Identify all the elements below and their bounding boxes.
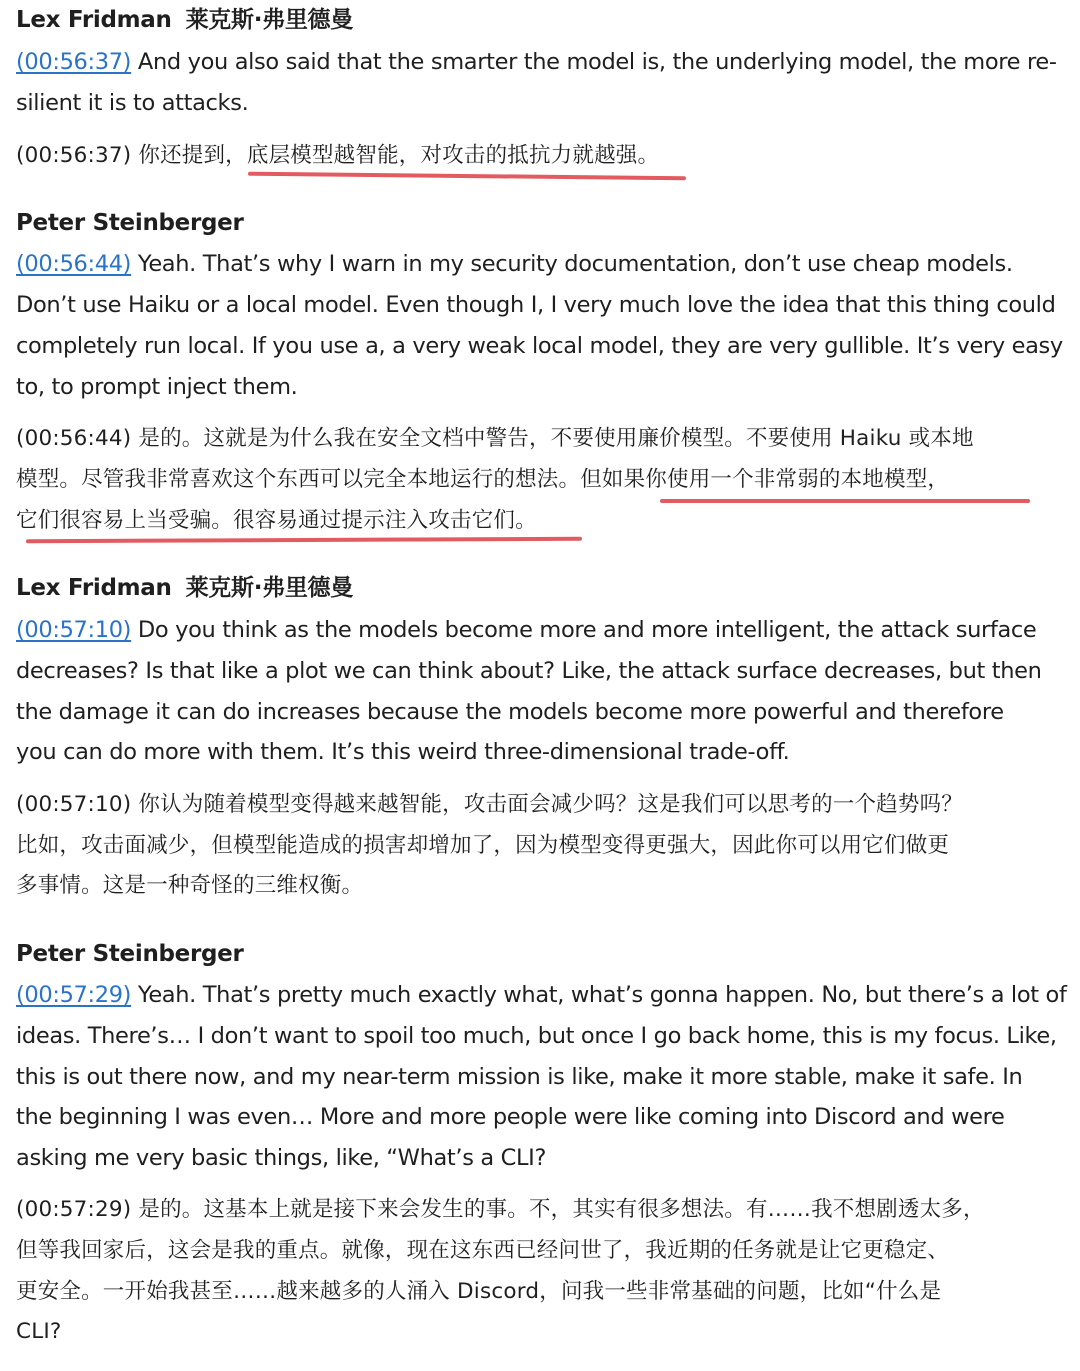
speaker-name-cn: 莱克斯·弗里德曼 [185, 575, 353, 601]
speaker-name-en: Peter Steinberger [16, 941, 244, 967]
speaker-name [16, 209, 244, 237]
transcript-line-en: decreases? Is that like a plot we can think about? Like, the attack surface decreases, but then [16, 658, 1042, 684]
translation-line-zh: (00:57:29) 是的。这基本上就是接下来会发生的事。不，其实有很多想法。有……我不想剧透太多， [16, 1197, 985, 1222]
speaker-name [16, 940, 244, 968]
translation-line-zh: 但等我回家后，这会是我的重点。就像，现在这东西已经问世了，我近期的任务就是让它更稳定、 [16, 1238, 950, 1263]
timestamp-link[interactable]: (00:57:29) [16, 982, 132, 1008]
transcript-line-en: the beginning I was even… More and more people were like coming into Discord and were [16, 1104, 1005, 1130]
transcript-line-en: asking me very basic things, like, “What’s a CLI? [16, 1145, 547, 1171]
transcript-line-en: the damage it can do increases because the models become more powerful and therefore [16, 699, 1004, 725]
transcript-line-en: (00:57:10) Do you think as the models become more and more intelligent, the attack surface [16, 617, 1037, 643]
translation-line-zh: (00:56:44) 是的。这就是为什么我在安全文档中警告，不要使用廉价模型。不要使用 Haiku 或本地 [16, 426, 974, 451]
transcript-line-en: (00:56:44) Yeah. That’s why I warn in my security documentation, don’t use cheap models. [16, 251, 1013, 277]
transcript-line-en: silient it is to attacks. [16, 90, 249, 116]
red-underline-highlight [660, 499, 1030, 503]
highlighted-text: 它们很容易上当受骗。很容易通过提示注入攻击它们。 [16, 508, 537, 533]
speaker-name-cn: 莱克斯·弗里德曼 [185, 7, 353, 33]
timestamp-link[interactable]: (00:56:37) [16, 49, 132, 75]
transcript-line-en: to, to prompt inject them. [16, 374, 298, 400]
speaker-name-en: Lex Fridman [16, 7, 172, 33]
transcript-line-en: completely run local. If you use a, a very weak local model, they are very gullible. It’s very easy [16, 333, 1063, 359]
timestamp-link[interactable]: (00:57:10) [16, 617, 132, 643]
timestamp-link[interactable]: (00:56:44) [16, 251, 132, 277]
translation-line-zh: (00:57:10) 你认为随着模型变得越来越智能，攻击面会减少吗？这是我们可以思考的一个趋势吗？ [16, 792, 963, 817]
translation-line-zh: 比如，攻击面减少，但模型能造成的损害却增加了，因为模型变得更强大，因此你可以用它们做更 [16, 833, 950, 858]
highlighted-text: 底层模型越智能，对攻击的抵抗力就越强 [246, 143, 638, 168]
translation-line-zh: 更安全。一开始我甚至……越来越多的人涌入 Discord，问我一些非常基础的问题，比如“什么是 [16, 1279, 942, 1304]
translation-line-zh: 模型。尽管我非常喜欢这个东西可以完全本地运行的想法。但如果你使用一个非常弱的本地模型， [16, 467, 950, 492]
speaker-name-en: Lex Fridman [16, 575, 172, 601]
highlighted-text: 如果你使用一个非常弱的本地模型， [601, 467, 950, 492]
transcript-line-en: (00:57:29) Yeah. That’s pretty much exactly what, what’s gonna happen. No, but there’s a lot of [16, 982, 1067, 1008]
speaker-name [16, 6, 353, 34]
transcript-line-en: this is out there now, and my near-term mission is like, make it more stable, make it safe. In [16, 1064, 1023, 1090]
red-underline-highlight [248, 172, 686, 181]
transcript-line-en: (00:56:37) And you also said that the smarter the model is, the underlying model, the more re- [16, 49, 1057, 75]
transcript-line-en: ideas. There’s… I don’t want to spoil too much, but once I go back home, this is my focus. Like, [16, 1023, 1057, 1049]
translation-line-zh: CLI? [16, 1319, 62, 1344]
translation-line-zh [16, 507, 537, 535]
speaker-name-en: Peter Steinberger [16, 210, 244, 236]
transcript-line-en: Don’t use Haiku or a local model. Even though I, I very much love the idea that this thing could [16, 292, 1056, 318]
transcript-line-en: you can do more with them. It’s this weird three-dimensional trade-off. [16, 739, 790, 765]
translation-line-zh: 多事情。这是一种奇怪的三维权衡。 [16, 873, 364, 898]
translation-line-zh: (00:56:37) 你还提到，底层模型越智能，对攻击的抵抗力就越强。 [16, 143, 660, 168]
red-underline-highlight [26, 537, 582, 543]
speaker-name [16, 574, 353, 602]
